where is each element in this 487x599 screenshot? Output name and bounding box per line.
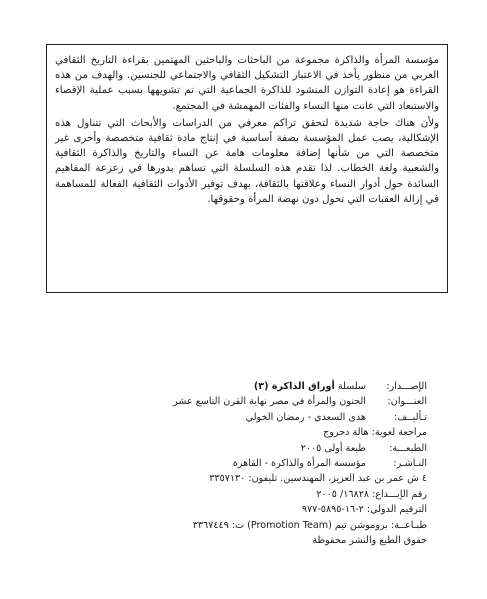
edition-label: الطبعـــة:	[389, 442, 427, 454]
deposit-value: ١٦٨٢٨/ ٢٠٠٥	[316, 488, 369, 500]
address-value: ٤ ش عمر بن عبد العزيز، المهندسين. تليفون: ٣٣٥٧١٣٠	[209, 473, 427, 485]
colophon-review	[67, 425, 427, 440]
colophon-printing	[67, 518, 427, 533]
deposit-label: رقم الإيـــداع:	[372, 488, 427, 500]
colophon-publisher	[67, 456, 427, 471]
about-paragraph-1: مؤسسة المرأة والذاكرة مجموعة من الباحثات والباحثين المهتمين بقراءة التاريخ الثقافي العربي من منظور يأخذ في الاعتبار التشكيل الثقافي والاجتماعي للجنسين. والهدف من هذه القراءة هو إعادة التوازن المنشود للذاكرة الجماعية التي تم تشويهها بسبب عملية الإقصاء والاستبعاد التي عانت منها النساء والفئات المهمشة في المجتمع.	[55, 55, 439, 112]
publisher-label: النـاشـر:	[393, 457, 427, 469]
issue-label: الإصـــدار:	[386, 381, 427, 392]
review-label: مراجعة لغوية:	[371, 427, 427, 439]
edition-value: طبعة أولى ٢٠٠٥	[300, 442, 366, 454]
isbn-value: ٢-١٦-٥٨٩٥-٩٧٧	[301, 504, 364, 516]
about-foundation-box	[46, 44, 448, 293]
colophon-address	[67, 471, 427, 486]
issue-value: أوراق الذاكرة (٣)	[253, 381, 335, 392]
colophon-author	[67, 410, 427, 425]
about-paragraph-2: ولأن هناك حاجة شديدة لتحقق تراكم معرفي من الدراسات والأبحاث التي تتناول هذه الإشكالية، يصب عمل المؤسسة بصفة أساسية في إنتاج مادة ثقافية متخصصة وأخرى غير متخصصة التي من شأنها إضافة معلومات هامة عن النساء والتاريخ والذاكرة الثقافية والشعبية ولغة الخطاب. لذا تقدم هذه السلسلة التي تساهم بدورها في زعزعة المفاهيم السائدة حول أدوار النساء وعلاقتها بالثقافة، بهدف توفير الأدوات الثقافية الفعالة للمساهمة في إزالة العقبات التي تحول دون نهضة المرأة وحقوقها.	[55, 117, 439, 205]
colophon-rights	[67, 533, 427, 548]
author-value: هدى السعدي - رمضان الخولي	[245, 411, 366, 423]
printing-value: بروموشن تيم (Promotion Team) ت: ٣٣٦٧٤٤٩	[192, 519, 388, 531]
rights-value: حقوق الطبع والنشر محفوظة	[312, 534, 427, 546]
issue-prefix: سلسلة	[337, 381, 366, 392]
author-label: تـأليــف:	[393, 411, 427, 423]
publisher-value: مؤسسة المرأة والذاكرة - القاهرة	[232, 457, 366, 469]
title-label: العنـــوان:	[387, 396, 427, 408]
printing-label: طبـاعــة:	[391, 519, 427, 531]
colophon-deposit	[67, 487, 427, 502]
colophon-edition	[67, 441, 427, 456]
colophon-title	[67, 394, 427, 409]
colophon-issue	[67, 379, 427, 394]
title-value: الجنون والمرأة في مصر نهاية القرن التاسع عشر	[173, 396, 366, 408]
review-value: هالة دحروج	[323, 427, 369, 439]
colophon	[67, 379, 427, 548]
colophon-isbn	[67, 502, 427, 517]
isbn-label: الترقيم الدولي:	[366, 504, 427, 516]
